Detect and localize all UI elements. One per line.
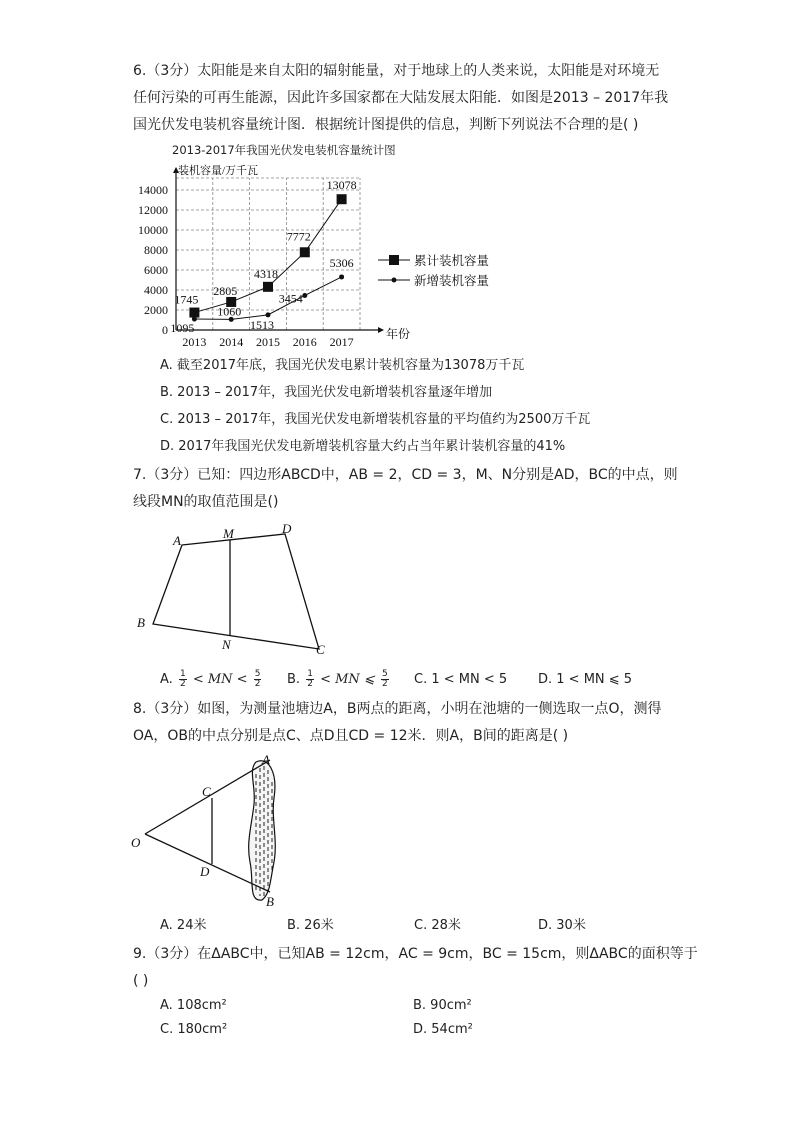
y-axis-label: 装机容量/万千瓦 <box>178 165 259 177</box>
label-c: C <box>202 784 211 799</box>
data-point-square <box>263 282 273 292</box>
q6-stem-line3: 国光伏发电装机容量统计图．根据统计图提供的信息，判断下列说法不合理的是( ) <box>133 117 639 133</box>
q7-option-b[interactable] <box>287 670 391 689</box>
data-point-circle <box>339 274 344 279</box>
y-tick-label: 8000 <box>144 243 168 257</box>
data-point-circle <box>266 312 271 317</box>
q6-stem-line2: 任何污染的可再生能源，因此许多国家都在大陆发展太阳能．如图是2013 – 2017年我 <box>133 90 669 106</box>
q8-option-c[interactable]: C. 28米 <box>414 918 461 933</box>
option-prefix: A. <box>160 672 173 687</box>
y-tick-label: 14000 <box>138 183 168 197</box>
option-prefix: B. <box>287 672 301 687</box>
q9-stem-line1: 9.（3分）在ΔABC中，已知AB = 12cm，AC = 9cm，BC = 15cm，则ΔABC的面积等于 <box>133 946 698 962</box>
q8-option-b[interactable]: B. 26米 <box>287 918 334 933</box>
q9-option-a[interactable]: A. 108cm² <box>160 998 227 1013</box>
inequality: < MN ⩽ <box>320 672 375 687</box>
data-label: 1745 <box>174 292 199 307</box>
label-b: B <box>137 615 145 630</box>
pond-figure <box>128 752 308 910</box>
legend-square-marker <box>389 255 399 265</box>
data-label: 5306 <box>329 255 354 270</box>
data-label: 1060 <box>217 304 242 319</box>
y-tick-label: 12000 <box>138 203 168 217</box>
x-tick-label: 2016 <box>292 335 317 349</box>
data-label: 7772 <box>286 229 311 244</box>
x-tick-label: 2013 <box>182 335 207 349</box>
fraction-five-halves: $\frac{5}{2}$ <box>254 669 261 689</box>
data-point-square <box>189 308 199 318</box>
label-b: B <box>266 894 274 909</box>
y-tick-label: 2000 <box>144 303 168 317</box>
q8-stem-line2: OA，OB的中点分别是点C、点D且CD = 12米．则A，B间的距离是( ) <box>133 728 569 744</box>
q9-option-b[interactable]: B. 90cm² <box>413 998 472 1013</box>
q8-stem-line1: 8.（3分）如图，为测量池塘边A，B两点的距离，小明在池塘的一侧选取一点O，测得 <box>133 701 662 717</box>
label-a: A <box>173 533 181 548</box>
label-o: O <box>131 835 141 850</box>
q7-stem-line2: 线段MN的取值范围是() <box>133 494 279 510</box>
q7-option-c[interactable]: C. 1 < MN < 5 <box>414 672 508 687</box>
y-tick-label: 10000 <box>138 223 168 237</box>
y-tick-label: 4000 <box>144 283 168 297</box>
x-axis-label: 年份 <box>386 327 411 341</box>
q8-option-d[interactable]: D. 30米 <box>538 918 586 933</box>
pv-capacity-chart <box>130 160 520 350</box>
legend-label: 累计装机容量 <box>414 254 490 268</box>
chart-title: 2013-2017年我国光伏发电装机容量统计图 <box>172 143 396 157</box>
x-axis-arrow <box>378 327 384 333</box>
data-label: 4318 <box>254 266 278 281</box>
q6-stem-line1: 6.（3分）太阳能是来自太阳的辐射能量，对于地球上的人类来说，太阳能是对环境无 <box>133 63 660 79</box>
q6-option-b[interactable]: B. 2013 – 2017年，我国光伏发电新增装机容量逐年增加 <box>160 385 493 400</box>
label-m: M <box>223 526 234 541</box>
y-tick-label: 0 <box>162 323 168 337</box>
x-tick-label: 2014 <box>219 335 244 349</box>
q7-option-a[interactable] <box>160 670 263 689</box>
q7-option-d[interactable]: D. 1 < MN ⩽ 5 <box>538 672 633 687</box>
q9-stem-line2: ( ) <box>133 973 149 989</box>
label-a: A <box>262 752 270 767</box>
fraction-five-halves: $\frac{5}{2}$ <box>381 669 388 689</box>
q7-stem-line1: 7.（3分）已知：四边形ABCD中，AB = 2，CD = 3，M、N分别是AD，BC的中点，则 <box>133 467 678 483</box>
q9-option-d[interactable]: D. 54cm² <box>413 1022 473 1037</box>
data-point-circle <box>302 293 307 298</box>
quadrilateral-abcd <box>153 534 319 649</box>
x-tick-label: 2015 <box>256 335 280 349</box>
data-label: 3454 <box>278 291 303 306</box>
x-tick-label: 2017 <box>329 335 354 349</box>
q9-option-c[interactable]: C. 180cm² <box>160 1022 228 1037</box>
q6-option-a[interactable]: A. 截至2017年底，我国光伏发电累计装机容量为13078万千瓦 <box>160 358 525 373</box>
data-label: 1513 <box>250 317 274 332</box>
pond-shape <box>249 761 276 900</box>
data-label: 1095 <box>170 321 195 336</box>
quadrilateral-figure <box>130 518 340 658</box>
label-n: N <box>222 637 231 652</box>
inequality: < MN < <box>192 672 248 687</box>
data-label: 2805 <box>213 283 238 298</box>
data-label: 13078 <box>326 178 357 193</box>
fraction-one-half: $\frac{1}{2}$ <box>179 669 186 689</box>
y-tick-label: 6000 <box>144 263 168 277</box>
q8-option-a[interactable]: A. 24米 <box>160 918 207 933</box>
data-point-square <box>337 194 347 204</box>
q6-option-c[interactable]: C. 2013 – 2017年，我国光伏发电新增装机容量的平均值约为2500万千瓦 <box>160 412 591 427</box>
fraction-one-half: $\frac{1}{2}$ <box>307 669 313 689</box>
q6-option-d[interactable]: D. 2017年我国光伏发电新增装机容量大约占当年累计装机容量的41% <box>160 439 566 454</box>
legend-label: 新增装机容量 <box>414 274 490 288</box>
label-d: D <box>282 521 292 536</box>
data-point-square <box>300 247 310 257</box>
label-d: D <box>200 864 210 879</box>
legend-circle-marker <box>392 278 397 283</box>
label-c: C <box>316 642 325 657</box>
